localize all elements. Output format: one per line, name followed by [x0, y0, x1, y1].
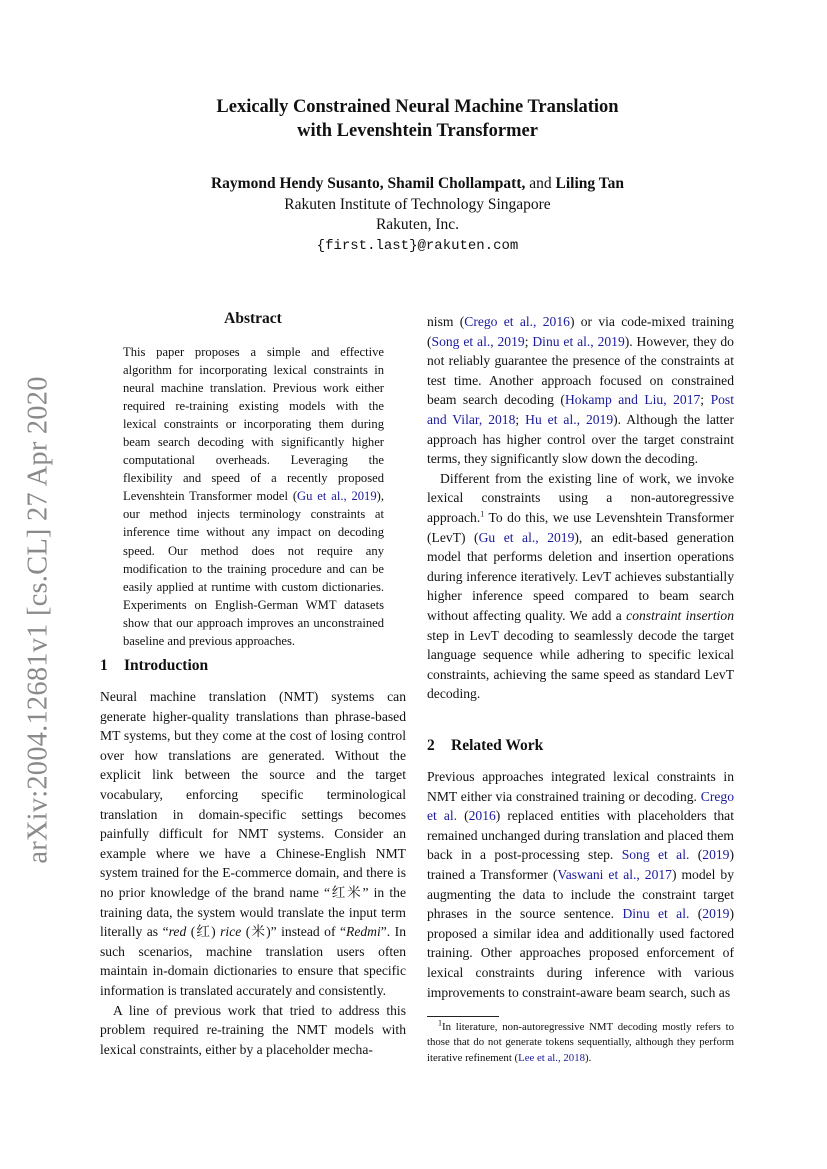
citation-link[interactable]: Gu et al., 2019 — [478, 529, 575, 545]
paragraph-text: ), an edit-based generation model that performs deletion and insertion operations during inference iteratively. LevT achieves substantially higher inference speed compared to beam search without affecting quality. We add a — [427, 529, 735, 623]
section-heading-related-work — [427, 737, 543, 755]
footnote-text: ). — [585, 1051, 592, 1064]
paragraph-text: (米)” instead of “ — [241, 924, 347, 940]
citation-link[interactable]: Hokamp and Liu, 2017 — [564, 392, 701, 408]
section-heading-introduction — [100, 657, 208, 675]
citation-link[interactable]: Crego et al., 2016 — [464, 314, 570, 329]
citation-link[interactable]: 2019 — [702, 847, 730, 863]
right-column-intro-continued — [427, 312, 734, 704]
author-block — [100, 174, 735, 256]
author-names — [100, 174, 735, 195]
citation-link[interactable]: 2019 — [702, 906, 730, 922]
paragraph — [427, 469, 734, 704]
paragraph-text: ) or via code-mixed training ( — [427, 314, 734, 349]
paper-title — [100, 95, 735, 143]
footnote-divider — [427, 1016, 499, 1017]
paragraph-text: ). Although the latter approach has higher control over the target constraint terms, they significantly slow down the decoding. — [427, 411, 734, 467]
citation-link[interactable]: Song et al., 2019 — [431, 333, 525, 349]
paragraph-text: Previous approaches integrated lexical constraints in NMT either via constrained training or decoding. — [427, 769, 734, 804]
paragraph-text: ”. In such scenarios, machine translation users often maintain in-domain dictionaries to ensure that specific information is translated accurately and consistently. — [100, 924, 407, 998]
citation-link[interactable]: Gu et al., 2019 — [297, 489, 377, 504]
paragraph — [427, 767, 734, 1002]
paragraph-text: ; — [515, 411, 526, 427]
citation-link[interactable]: Lee et al., 2018 — [518, 1051, 585, 1064]
paragraph-text: ) proposed a similar idea and additionally used factored training. Other approaches proposed enforcement of lexical constraints during inference with various improvements to constraint-aware beam search, such as — [427, 906, 734, 1000]
author-names-a: Raymond Hendy Susanto, Shamil Chollampatt, — [210, 175, 526, 192]
author-and: and — [529, 175, 552, 192]
paragraph-text: ( — [689, 847, 703, 863]
introduction-body — [100, 687, 406, 1059]
paragraph-text: ( — [689, 906, 703, 922]
footnote-marker[interactable]: 1 — [480, 509, 485, 519]
citation-link[interactable]: Dinu et al. — [622, 906, 690, 922]
arxiv-identifier-sidebar — [14, 360, 64, 880]
paragraph-text: (红) — [186, 924, 221, 940]
italic-term: red — [168, 924, 187, 940]
italic-term: Redmi — [346, 924, 381, 940]
citation-link[interactable]: Post and Vilar, 2018 — [427, 392, 734, 427]
related-work-body — [427, 767, 734, 1002]
section-number: 2 — [427, 737, 435, 754]
citation-link[interactable]: 2016 — [468, 808, 496, 824]
paragraph: A line of previous work that tried to address this problem required re-training the NMT models with lexical constraints, either by a placeholder mecha- — [100, 1002, 406, 1057]
italic-term: rice — [220, 924, 242, 940]
title-line-1: Lexically Constrained Neural Machine Translation — [216, 97, 619, 117]
paragraph-text: ) replaced entities with placeholders that remained unchanged during translation and placed them back in a post-processing step. — [427, 808, 734, 863]
author-names-b: Liling Tan — [555, 175, 625, 192]
section-title: Related Work — [451, 737, 544, 754]
paragraph-text: Neural machine translation (NMT) systems can generate higher-quality translations than phrase-based MT systems, but they come at the cost of losing control over how translations are generated. Without the explicit link between the source and the target vocabulary, enforcing specific terminological translation in domain-specific settings becomes painfully difficult for NMT systems. Consider an example where we have a Chinese-English NMT system trained for the E-commerce domain, and there is no prior knowledge of the brand name “红米” in the training data, the system would translate the input term literally as “ — [100, 689, 406, 940]
paragraph-text: ( — [457, 808, 469, 824]
paragraph-text: step in LevT decoding to seamlessly decode the target language sequence while adhering to specific lexical constraints, achieving the same speed as standard LevT decoding. — [427, 627, 734, 702]
paragraph — [427, 312, 734, 469]
citation-link[interactable]: Hu et al., 2019 — [525, 411, 614, 427]
citation-link[interactable]: Crego et al. — [427, 788, 734, 824]
paragraph-text: Different from the existing line of work, we invoke lexical constraints using a non-autoregressive approach. — [427, 470, 734, 525]
paragraph-text: ; — [524, 333, 533, 349]
paragraph-text: To do this, we use Levenshtein Transformer (LevT) ( — [427, 509, 734, 545]
author-email: {first.last}@rakuten.com — [316, 237, 519, 254]
paragraph-text: ). However, they do not reliably guarantee the presence of the constraints at test time. Another approach focused on constrained beam search decoding ( — [427, 333, 734, 408]
footnote-text: In literature, non-autoregressive NMT decoding mostly refers to those that do not generate tokens sequentially, although they perform iterative refinement ( — [427, 1021, 734, 1064]
footnote — [427, 1020, 734, 1066]
organization: Rakuten, Inc. — [375, 216, 460, 233]
citation-link[interactable]: Song et al. — [621, 847, 690, 863]
citation-link[interactable]: Dinu et al., 2019 — [532, 333, 625, 349]
paragraph-text: ) trained a Transformer ( — [427, 847, 734, 882]
citation-link[interactable]: Vaswani et al., 2017 — [557, 866, 672, 882]
abstract-heading: Abstract — [224, 310, 282, 327]
paragraph — [100, 687, 406, 1001]
arxiv-id: arXiv:2004.12681v1 [cs.CL] 27 Apr 2020 — [23, 376, 54, 864]
section-title: Introduction — [124, 657, 209, 674]
italic-term: constraint insertion — [626, 607, 734, 623]
paragraph-text: ) model by augmenting the data to include the constraint target phrases in the source sentence. — [427, 866, 734, 922]
abstract-body — [123, 343, 384, 650]
affiliation: Rakuten Institute of Technology Singapore — [284, 195, 551, 213]
footnote-number: 1 — [438, 1018, 442, 1028]
title-line-2: with Levenshtein Transformer — [297, 121, 538, 141]
paragraph-text: nism ( — [427, 314, 465, 329]
section-number: 1 — [100, 657, 108, 674]
abstract-text: This paper proposes a simple and effective algorithm for incorporating lexical constraints in neural machine translation. Previous work either required re-training existing models with the lexical constraints or incorporating them during beam search decoding with significantly higher computational overheads. Leveraging the flexibility and speed of a recently proposed Levenshtein Transformer model ( — [123, 345, 384, 504]
paragraph-text: ; — [700, 392, 711, 408]
abstract-text: ), our method injects terminology constraints at inference time without any impact on decoding speed. Our method does not require any modification to the training procedure and can be easily applied at runtime with custom dictionaries. Experiments on English-German WMT datasets show that our approach improves an unconstrained baseline and previous approaches. — [123, 489, 384, 648]
